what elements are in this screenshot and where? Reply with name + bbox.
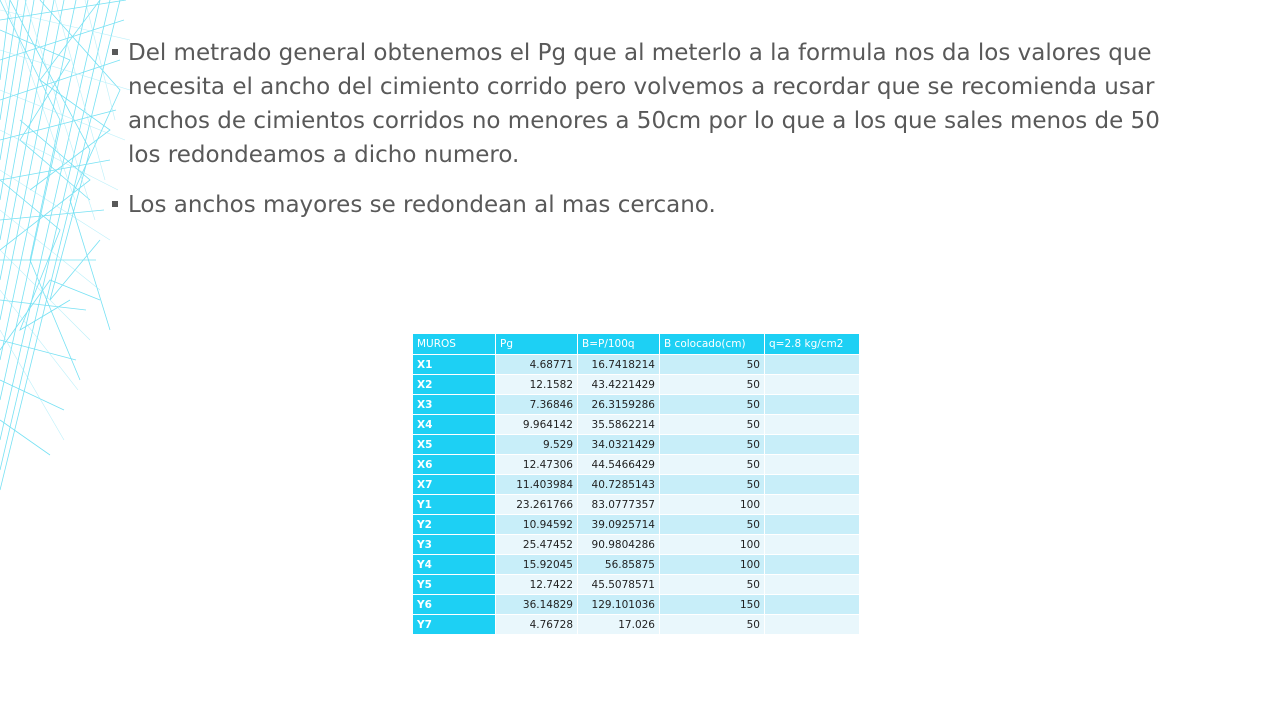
table-cell: 35.5862214 <box>578 415 660 435</box>
table-cell: 12.1582 <box>496 375 578 395</box>
wireframe-decoration <box>0 0 130 500</box>
table-cell: 83.0777357 <box>578 495 660 515</box>
table-cell: 34.0321429 <box>578 435 660 455</box>
table-cell: 50 <box>660 355 765 375</box>
table-cell <box>765 475 860 495</box>
table-cell <box>765 455 860 475</box>
table-cell <box>765 495 860 515</box>
table-cell: 50 <box>660 415 765 435</box>
table-cell: 90.9804286 <box>578 535 660 555</box>
table-cell: 100 <box>660 495 765 515</box>
table-cell: 129.101036 <box>578 595 660 615</box>
table-row <box>413 555 860 575</box>
table-cell: 10.94592 <box>496 515 578 535</box>
table-row <box>413 415 860 435</box>
table-cell: 23.261766 <box>496 495 578 515</box>
table-cell <box>765 375 860 395</box>
table-cell: 50 <box>660 475 765 495</box>
table-cell: 100 <box>660 555 765 575</box>
table-cell: 50 <box>660 455 765 475</box>
table-cell: 36.14829 <box>496 595 578 615</box>
column-header: B colocado(cm) <box>660 334 765 355</box>
table-cell: 15.92045 <box>496 555 578 575</box>
column-header: Pg <box>496 334 578 355</box>
table-cell: 40.7285143 <box>578 475 660 495</box>
table-cell: 50 <box>660 615 765 635</box>
table-cell: Y2 <box>413 515 496 535</box>
table-cell: 25.47452 <box>496 535 578 555</box>
table-row <box>413 615 860 635</box>
table-cell: X6 <box>413 455 496 475</box>
table-cell <box>765 395 860 415</box>
data-table <box>413 334 860 635</box>
bullet-text: Del metrado general obtenemos el Pg que al meterlo a la formula nos da los valores que necesita el ancho del cimiento corrido pero volvemos a recordar que se recomienda usar anchos de cimientos corridos no menores a 50cm por lo que a los que sales menos de 50 los redondeamos a dicho numero. <box>128 40 1160 168</box>
table-row <box>413 435 860 455</box>
table-cell <box>765 615 860 635</box>
table-cell: 12.47306 <box>496 455 578 475</box>
table-row <box>413 575 860 595</box>
table-cell <box>765 355 860 375</box>
table-cell: 150 <box>660 595 765 615</box>
column-header: q=2.8 kg/cm2 <box>765 334 860 355</box>
table-row <box>413 595 860 615</box>
table-cell: 45.5078571 <box>578 575 660 595</box>
square-bullet-icon <box>112 201 118 207</box>
table-cell <box>765 435 860 455</box>
table-cell <box>765 535 860 555</box>
table-cell <box>765 575 860 595</box>
table-cell: Y7 <box>413 615 496 635</box>
table-cell: 56.85875 <box>578 555 660 575</box>
column-header: B=P/100q <box>578 334 660 355</box>
column-header: MUROS <box>413 334 496 355</box>
table-cell: 17.026 <box>578 615 660 635</box>
square-bullet-icon <box>112 49 118 55</box>
table-cell: Y1 <box>413 495 496 515</box>
table-cell: 9.529 <box>496 435 578 455</box>
table-cell: 50 <box>660 515 765 535</box>
table-row <box>413 515 860 535</box>
bullet-item <box>112 188 1192 222</box>
table-cell <box>765 515 860 535</box>
table-header-row <box>413 334 860 355</box>
table-cell: 44.5466429 <box>578 455 660 475</box>
table-cell: 12.7422 <box>496 575 578 595</box>
table-cell: 4.76728 <box>496 615 578 635</box>
table-cell: 16.7418214 <box>578 355 660 375</box>
table-cell: 43.4221429 <box>578 375 660 395</box>
table-cell: Y6 <box>413 595 496 615</box>
table-cell: X2 <box>413 375 496 395</box>
table-cell: X1 <box>413 355 496 375</box>
table-row <box>413 355 860 375</box>
table-row <box>413 495 860 515</box>
table-cell: 7.36846 <box>496 395 578 415</box>
bullet-text: Los anchos mayores se redondean al mas cercano. <box>128 192 716 218</box>
table-cell: X3 <box>413 395 496 415</box>
table-cell: X5 <box>413 435 496 455</box>
table-cell: 50 <box>660 435 765 455</box>
table-row <box>413 475 860 495</box>
table-cell: 9.964142 <box>496 415 578 435</box>
bullet-list <box>112 36 1192 238</box>
table-cell: Y5 <box>413 575 496 595</box>
table-cell <box>765 595 860 615</box>
table-cell: X4 <box>413 415 496 435</box>
table-cell: 11.403984 <box>496 475 578 495</box>
table-cell: 100 <box>660 535 765 555</box>
table-row <box>413 375 860 395</box>
bullet-item <box>112 36 1192 172</box>
table-cell: 50 <box>660 575 765 595</box>
table-row <box>413 455 860 475</box>
foundation-width-table <box>413 334 860 635</box>
table-cell: 50 <box>660 395 765 415</box>
table-cell <box>765 555 860 575</box>
table-cell: 39.0925714 <box>578 515 660 535</box>
table-cell: X7 <box>413 475 496 495</box>
table-cell: 26.3159286 <box>578 395 660 415</box>
table-cell <box>765 415 860 435</box>
table-cell: Y4 <box>413 555 496 575</box>
table-row <box>413 535 860 555</box>
table-cell: Y3 <box>413 535 496 555</box>
table-cell: 50 <box>660 375 765 395</box>
table-row <box>413 395 860 415</box>
table-cell: 4.68771 <box>496 355 578 375</box>
